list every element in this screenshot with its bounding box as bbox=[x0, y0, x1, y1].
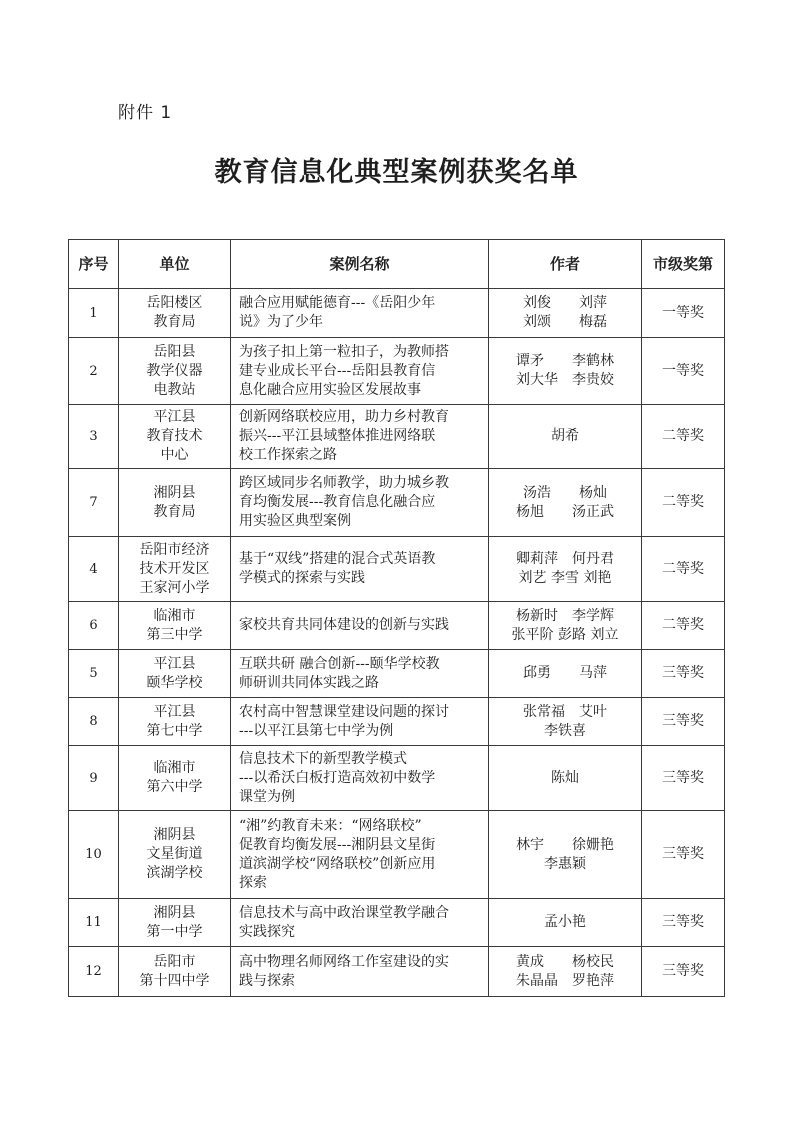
case-name-line: 道滨湖学校“网络联校”创新应用 bbox=[239, 855, 436, 872]
unit-line: 平江县 bbox=[153, 409, 196, 425]
cell-case-name bbox=[231, 289, 489, 338]
unit-line: 第一中学 bbox=[146, 923, 203, 940]
author-line: 朱晶晶 罗艳萍 bbox=[516, 972, 614, 989]
author-line: 刘大华 李贵姣 bbox=[516, 372, 614, 388]
unit-line: 临湘市 bbox=[153, 760, 196, 776]
table-row bbox=[69, 650, 725, 698]
unit-line: 第六中学 bbox=[146, 779, 203, 795]
unit-line: 中心 bbox=[160, 447, 189, 463]
table-row bbox=[69, 698, 725, 746]
unit-line: 滨湖学校 bbox=[146, 865, 203, 881]
unit-line: 王家河小学 bbox=[139, 579, 210, 596]
cell-index: 12 bbox=[69, 947, 119, 997]
case-name-line: 建专业成长平台---岳阳县教育信 bbox=[239, 362, 436, 379]
cell-case-name bbox=[231, 947, 489, 997]
unit-line: 电教站 bbox=[153, 381, 196, 398]
case-name-line: 促教育均衡发展---湘阴县文星街 bbox=[239, 836, 436, 853]
cell-index: 3 bbox=[69, 405, 119, 469]
case-name-line: 践与探索 bbox=[239, 972, 295, 989]
case-name-line: 互联共研 融合创新---颐华学校教 bbox=[239, 655, 440, 672]
cell-authors bbox=[489, 947, 642, 997]
cell-case-name bbox=[231, 746, 489, 811]
header-case-name: 案例名称 bbox=[231, 240, 489, 289]
unit-line: 临湘市 bbox=[153, 607, 196, 624]
unit-line: 第三中学 bbox=[146, 626, 203, 643]
attachment-label: 附件 1 bbox=[118, 103, 173, 123]
cell-authors bbox=[489, 899, 642, 947]
cell-index: 7 bbox=[69, 469, 119, 537]
cell-award: 二等奖 bbox=[642, 469, 725, 537]
cell-index: 10 bbox=[69, 811, 119, 899]
case-name-line: 信息技术与高中政治课堂教学融合 bbox=[239, 904, 449, 921]
unit-line: 平江县 bbox=[153, 703, 196, 720]
cell-authors bbox=[489, 650, 642, 698]
case-name-line: 校工作探索之路 bbox=[239, 447, 337, 463]
cell-award: 一等奖 bbox=[642, 289, 725, 338]
cell-index: 6 bbox=[69, 602, 119, 650]
table-row bbox=[69, 746, 725, 811]
unit-line: 湘阴县 bbox=[153, 484, 196, 501]
cell-award: 三等奖 bbox=[642, 746, 725, 811]
author-line: 卿莉萍 何丹君 bbox=[516, 551, 614, 567]
cell-case-name bbox=[231, 602, 489, 650]
cell-case-name bbox=[231, 899, 489, 947]
cell-index: 1 bbox=[69, 289, 119, 338]
unit-line: 教育局 bbox=[153, 503, 196, 520]
cell-authors bbox=[489, 811, 642, 899]
case-name-line: 课堂为例 bbox=[239, 788, 295, 805]
case-name-line: “湘”约教育未来：“网络联校” bbox=[239, 817, 422, 834]
cell-case-name bbox=[231, 698, 489, 746]
table-row bbox=[69, 811, 725, 899]
cell-unit bbox=[119, 405, 231, 469]
cell-unit bbox=[119, 602, 231, 650]
header-index: 序号 bbox=[69, 240, 119, 289]
unit-line: 岳阳市经济 bbox=[139, 541, 210, 558]
table-row bbox=[69, 899, 725, 947]
author-line: 林宇 徐姗艳 bbox=[516, 836, 614, 853]
cell-award: 二等奖 bbox=[642, 602, 725, 650]
author-line: 孟小艳 bbox=[544, 914, 586, 930]
case-name-line: 息化融合应用实验区发展故事 bbox=[239, 381, 421, 398]
cell-index: 9 bbox=[69, 746, 119, 811]
cell-case-name bbox=[231, 811, 489, 899]
cell-authors bbox=[489, 469, 642, 537]
cell-unit bbox=[119, 746, 231, 811]
unit-line: 第七中学 bbox=[146, 722, 203, 739]
cell-index: 5 bbox=[69, 650, 119, 698]
cell-case-name bbox=[231, 405, 489, 469]
cell-authors bbox=[489, 537, 642, 602]
cell-award: 三等奖 bbox=[642, 650, 725, 698]
cell-index: 4 bbox=[69, 537, 119, 602]
cell-unit bbox=[119, 899, 231, 947]
case-name-line: ---以希沃白板打造高效初中数学 bbox=[239, 769, 436, 786]
cell-award: 三等奖 bbox=[642, 899, 725, 947]
cell-award: 二等奖 bbox=[642, 405, 725, 469]
case-name-line: 育均衡发展---教育信息化融合应 bbox=[239, 494, 436, 510]
header-unit: 单位 bbox=[119, 240, 231, 289]
cell-authors bbox=[489, 338, 642, 405]
cell-unit bbox=[119, 698, 231, 746]
unit-line: 教学仪器 bbox=[146, 362, 203, 379]
author-line: 汤浩 杨灿 bbox=[523, 484, 607, 501]
case-name-line: 家校共育共同体建设的创新与实践 bbox=[239, 617, 449, 633]
cell-award: 三等奖 bbox=[642, 698, 725, 746]
case-name-line: 实践探究 bbox=[239, 923, 295, 940]
cell-case-name bbox=[231, 537, 489, 602]
author-line: 黄成 杨校民 bbox=[516, 953, 614, 970]
author-line: 谭矛 李鹤林 bbox=[516, 353, 614, 369]
cell-unit bbox=[119, 537, 231, 602]
cell-authors bbox=[489, 698, 642, 746]
author-line: 杨新时 李学辉 bbox=[516, 607, 614, 624]
cell-authors bbox=[489, 289, 642, 338]
case-name-line: 用实验区典型案例 bbox=[239, 513, 351, 529]
cell-award: 二等奖 bbox=[642, 537, 725, 602]
author-line: 邱勇 马萍 bbox=[523, 665, 607, 681]
unit-line: 湘阴县 bbox=[153, 827, 196, 843]
cell-unit bbox=[119, 811, 231, 899]
case-name-line: 学模式的探索与实践 bbox=[239, 570, 365, 586]
cell-award: 一等奖 bbox=[642, 338, 725, 405]
case-name-line: 探索 bbox=[239, 874, 267, 891]
unit-line: 教育局 bbox=[153, 314, 196, 330]
header-authors: 作者 bbox=[489, 240, 642, 289]
cell-index: 2 bbox=[69, 338, 119, 405]
case-name-line: 信息技术下的新型教学模式 bbox=[239, 750, 407, 767]
author-line: 李惠颖 bbox=[544, 855, 586, 872]
author-line: 胡希 bbox=[551, 428, 579, 444]
case-name-line: 融合应用赋能德育---《岳阳少年 bbox=[239, 295, 436, 311]
unit-line: 湘阴县 bbox=[153, 904, 196, 921]
unit-line: 第十四中学 bbox=[139, 972, 210, 989]
author-line: 李铁喜 bbox=[544, 722, 586, 739]
cell-unit bbox=[119, 650, 231, 698]
table-row bbox=[69, 537, 725, 602]
unit-line: 教育技术 bbox=[146, 428, 203, 444]
unit-line: 文星街道 bbox=[146, 846, 203, 862]
author-line: 张平阶 彭路 刘立 bbox=[511, 626, 619, 643]
cell-authors bbox=[489, 405, 642, 469]
author-line: 张常福 艾叶 bbox=[523, 703, 607, 720]
case-name-line: 创新网络联校应用，助力乡村教育 bbox=[239, 409, 449, 425]
cell-index: 11 bbox=[69, 899, 119, 947]
table-row bbox=[69, 405, 725, 469]
author-line: 陈灿 bbox=[551, 769, 579, 786]
cell-index: 8 bbox=[69, 698, 119, 746]
unit-line: 颐华学校 bbox=[146, 674, 203, 691]
document-title: 教育信息化典型案例获奖名单 bbox=[214, 157, 579, 188]
case-name-line: 说》为了少年 bbox=[239, 314, 323, 330]
cell-case-name bbox=[231, 338, 489, 405]
case-name-line: 基于“双线”搭建的混合式英语教 bbox=[239, 551, 436, 567]
case-name-line: 师研训共同体实践之路 bbox=[239, 674, 379, 691]
author-line: 刘艺 李雪 刘艳 bbox=[518, 570, 612, 586]
cell-unit bbox=[119, 289, 231, 338]
table-row bbox=[69, 289, 725, 338]
unit-line: 岳阳楼区 bbox=[146, 295, 203, 311]
author-line: 刘颂 梅磊 bbox=[523, 314, 607, 330]
cell-award: 三等奖 bbox=[642, 811, 725, 899]
table-row bbox=[69, 469, 725, 537]
cell-case-name bbox=[231, 469, 489, 537]
case-name-line: ---以平江县第七中学为例 bbox=[239, 722, 394, 739]
table-row bbox=[69, 602, 725, 650]
cell-unit bbox=[119, 947, 231, 997]
header-award: 市级奖第 bbox=[642, 240, 725, 289]
unit-line: 平江县 bbox=[153, 655, 196, 672]
case-name-line: 高中物理名师网络工作室建设的实 bbox=[239, 953, 449, 970]
cell-authors bbox=[489, 602, 642, 650]
case-name-line: 为孩子扣上第一粒扣子，为教师搭 bbox=[239, 343, 449, 360]
author-line: 刘俊 刘萍 bbox=[523, 295, 607, 311]
unit-line: 岳阳县 bbox=[153, 343, 196, 360]
award-table bbox=[68, 239, 725, 997]
unit-line: 岳阳市 bbox=[153, 953, 196, 970]
case-name-line: 农村高中智慧课堂建设问题的探讨 bbox=[239, 703, 449, 720]
cell-authors bbox=[489, 746, 642, 811]
unit-line: 技术开发区 bbox=[139, 560, 210, 577]
cell-case-name bbox=[231, 650, 489, 698]
table-row bbox=[69, 338, 725, 405]
cell-award: 三等奖 bbox=[642, 947, 725, 997]
cell-unit bbox=[119, 338, 231, 405]
case-name-line: 跨区域同步名师教学，助力城乡教 bbox=[239, 475, 449, 491]
author-line: 杨旭 汤正武 bbox=[516, 503, 614, 520]
table-row bbox=[69, 947, 725, 997]
cell-unit bbox=[119, 469, 231, 537]
table-header-row bbox=[69, 240, 725, 289]
case-name-line: 振兴---平江县域整体推进网络联 bbox=[239, 428, 436, 444]
